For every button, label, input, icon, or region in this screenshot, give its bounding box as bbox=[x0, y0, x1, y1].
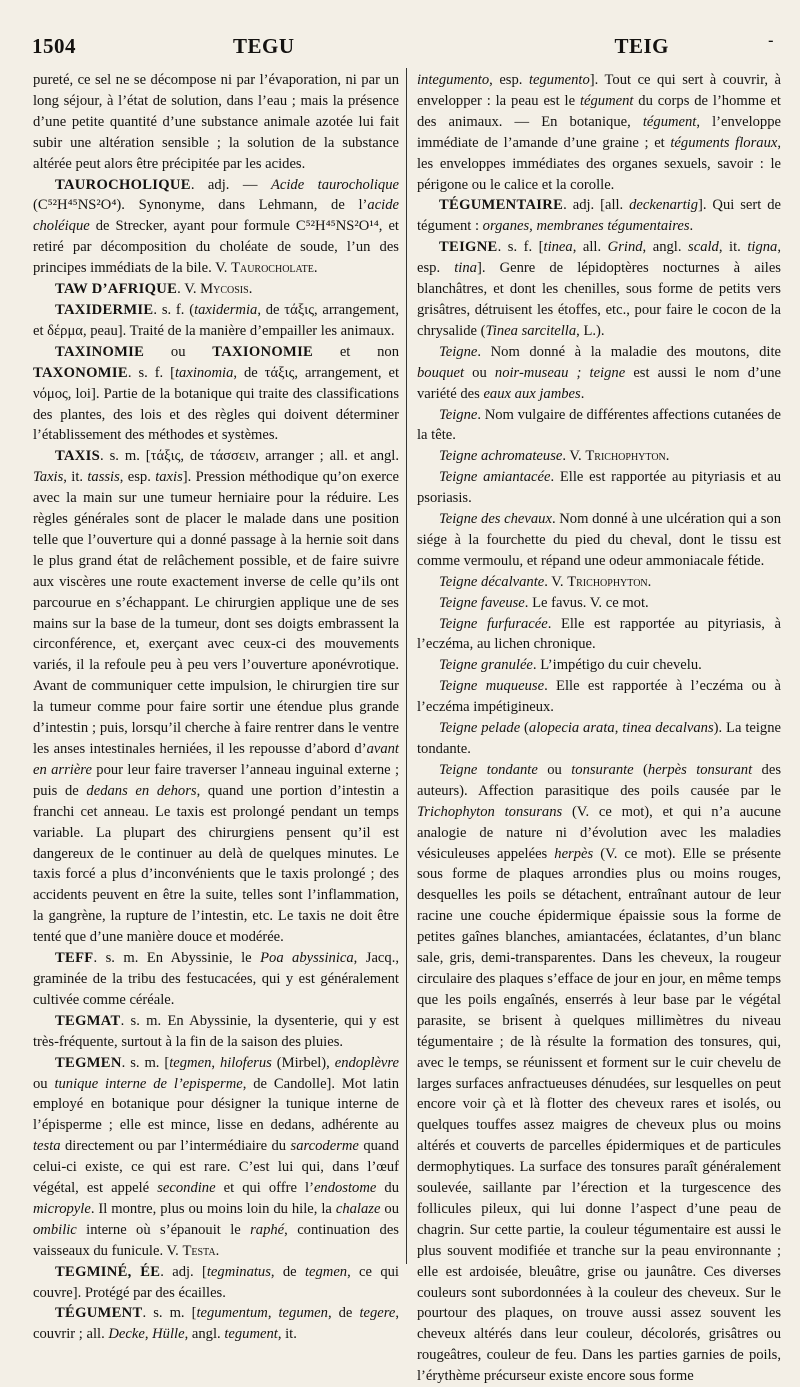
entry-text: . s. f. [ bbox=[497, 239, 544, 256]
entry-text: . Il montre, plus ou moins loin du hile, la bbox=[90, 1200, 336, 1217]
right-column bbox=[417, 70, 782, 1385]
italic-term: micropyle bbox=[33, 1200, 91, 1217]
italic-term: Taxis bbox=[33, 469, 64, 486]
entry-text: . Elle est rapportée au pityriasis, à l’eczéma, au lichen chronique. bbox=[417, 615, 781, 653]
entry-text: . V. bbox=[562, 448, 586, 465]
entry-text: , esp. bbox=[119, 469, 156, 486]
entry-headword: TAXINOMIE bbox=[55, 343, 145, 360]
entry-text: , bbox=[267, 1305, 279, 1322]
entry-headword: TÉGUMENT bbox=[55, 1305, 143, 1322]
italic-term: deckenartig bbox=[629, 197, 699, 214]
left-column bbox=[33, 70, 400, 1343]
italic-term: Teigne bbox=[439, 406, 478, 423]
dictionary-entry bbox=[33, 70, 399, 175]
dictionary-entry bbox=[33, 446, 399, 948]
dictionary-entry bbox=[33, 1303, 399, 1345]
dictionary-entry bbox=[417, 70, 781, 195]
entry-text: , it. bbox=[277, 1326, 297, 1343]
entry-text: , de bbox=[270, 1263, 305, 1280]
entry-text: , l’enveloppe immédiate de l’amande d’une graine ; et bbox=[417, 113, 781, 151]
italic-term: tegmen bbox=[169, 1054, 212, 1071]
dictionary-entry bbox=[33, 1011, 399, 1053]
entry-text: . V. bbox=[177, 281, 201, 298]
italic-term: tegumento bbox=[528, 72, 590, 88]
entry-text: , couvrir ; all. bbox=[33, 1305, 400, 1343]
italic-term: tegminatus bbox=[206, 1263, 271, 1280]
entry-text: ou bbox=[33, 1075, 55, 1092]
entry-text: , L.). bbox=[576, 322, 605, 339]
italic-term: tegumen bbox=[278, 1305, 328, 1322]
entry-text: , continuation des vaisseaux du funicule. V. bbox=[33, 1221, 399, 1259]
entry-headword: TAXIONOMIE bbox=[212, 343, 314, 360]
entry-text: (V. ce mot), et qui n’a aucune analogie de nature ni d’évolution avec les maladies vésiculeuses appelées bbox=[417, 803, 782, 862]
entry-text: . bbox=[647, 573, 652, 590]
entry-text: . Nom donné à la maladie des moutons, dite bbox=[477, 343, 781, 360]
entry-text: , angl. bbox=[184, 1326, 225, 1343]
entry-text: . V. bbox=[544, 573, 568, 590]
entry-text: , quand une portion d’intestin a franchi cet anneau. Le taxis est prolongé pendant un temps variable. La plupart des chirurgiens pensent qu’il est dangereux de le continuer au delà de quelques minutes. Le taxis forcé a plus d’inconvénients que le taxis prolongé ; des accidents peuvent en être la suite, telles sont l’inflammation, la gangrène, la rupture de l’intestin, etc. Le taxis ne doit être tenté que d’une manière douce et modérée. bbox=[33, 782, 399, 946]
entry-text: . adj. [ bbox=[160, 1263, 207, 1280]
italic-term: taxinomia bbox=[175, 364, 234, 381]
entry-text: . Elle est rapportée à l’eczéma ou à l’eczéma impétigineux. bbox=[417, 678, 782, 716]
dictionary-entry bbox=[417, 593, 781, 614]
cross-reference: Mycosis bbox=[200, 281, 249, 298]
entry-text: du bbox=[376, 1180, 399, 1197]
entry-headword: TEGMINÉ, ÉE bbox=[55, 1263, 161, 1280]
cross-reference: Testa bbox=[182, 1242, 216, 1259]
italic-term: Teigne faveuse bbox=[439, 594, 525, 611]
entry-text: . bbox=[215, 1242, 220, 1259]
italic-term: taxis bbox=[155, 469, 183, 486]
italic-term: téguments floraux bbox=[670, 134, 778, 151]
dictionary-entry bbox=[417, 760, 781, 1387]
entry-text: ou bbox=[380, 1200, 399, 1217]
entry-text: ( bbox=[633, 761, 648, 778]
entry-text: pureté, ce sel ne se décompose ni par l’évaporation, ni par un long séjour, à l’état de solution, dans l’eau ; mais la présence d’une petite quantité d’une substance animale azotée lui fait subir une altération sensible ; la solution de la substance altérée peut alors être précipitée par les acides. bbox=[33, 72, 399, 172]
italic-term: Teigne muqueuse bbox=[439, 678, 545, 695]
entry-text: . bbox=[665, 448, 670, 465]
italic-term: tonsurante bbox=[571, 761, 634, 778]
italic-term: Poa abyssinica bbox=[260, 950, 354, 967]
italic-term: raphé bbox=[250, 1221, 285, 1238]
entry-text: ). La teigne tondante. bbox=[417, 720, 781, 757]
entry-text: ]. Qui sert de tégument : bbox=[417, 197, 781, 235]
dictionary-entry bbox=[417, 718, 781, 760]
entry-text: ou bbox=[537, 761, 572, 778]
italic-term: Teigne amiantacée bbox=[439, 469, 551, 486]
italic-term: Teigne tondante bbox=[439, 761, 538, 778]
entry-text: , de τάξις, arrangement, et δέρμα, peau]. Traité de la manière d’empailler les animaux. bbox=[33, 301, 399, 339]
italic-term: tassis bbox=[87, 469, 120, 486]
dictionary-entry bbox=[417, 195, 781, 237]
page-number: 1504 bbox=[32, 34, 76, 58]
entry-text: . Nom vulgaire de différentes affections cutanées de la tête. bbox=[417, 406, 781, 444]
entry-text: . s. m. [ bbox=[121, 1054, 170, 1071]
italic-term: Teigne des chevaux bbox=[439, 511, 552, 528]
dictionary-entry bbox=[417, 676, 781, 718]
dictionary-entry bbox=[33, 175, 399, 280]
italic-term: organes, membranes tégumentaires bbox=[482, 218, 690, 235]
entry-text: (V. ce mot). Elle se présente sous forme de plaques arrondies plus ou moins rouges, desquelles les poils se détachent, entraînant autour de leur racine une couche épidermique épaissie sous la forme de petites gaînes blanches, amiantacées, éclatantes, d’un blanc sale, gris, demi-transparentes. Dans les cheveux, la rougeur circulaire des plaques s’efface de jour en jour, en même temps que les poils engaînés, enserrés à leur base par le végétal parasite, se brisent à quelques millimètres du niveau tégumentaire ; de là résulte la formation des tonsures, qui, avec le temps, se réunissent et forment sur le cuir chevelu de larges surfaces anfractueuses dénudées, sur lesquelles on peut encore voir çà et là flotter des cheveux rares et isolés, ou quelques touffes assez maigres de cheveux plus ou moins altérés et couverts de parcelles épidermiques et de particules dermophytiques. La surface des tonsures paraît généralement soulevée, saillante par l’érection et la turgescence des follicules pileux, qui lui donne l’aspect d’une peau de chagrin. Sur cette partie, la couleur tégumentaire est aussi le plus souvent modifiée et tranche sur la peau environnante ; elle est ardoisée, bleuâtre, grise ou jaunâtre. Ces diverses couleurs sont subordonnées à la couleur des cheveux. Sur le pourtour des plaques, on trouve aussi assez souvent les cheveux altérés dans leur couleur, décolorés, grisâtres ou rougeâtres, couleur de feu. Dans les parties garnies de poils, l’érythème précurseur existe encore sous forme bbox=[417, 845, 782, 1385]
italic-term: secondine bbox=[157, 1180, 216, 1197]
entry-text: directement ou par l’intermédiaire du bbox=[60, 1138, 291, 1155]
entry-text: . s. m. [ bbox=[142, 1305, 197, 1322]
dictionary-entry bbox=[417, 342, 781, 405]
italic-term: sarcoderme bbox=[290, 1138, 359, 1155]
cross-reference: Trichophyton bbox=[585, 448, 666, 465]
dictionary-entry bbox=[417, 467, 781, 509]
entry-text: . adj. [all. bbox=[563, 197, 630, 214]
entry-text: ]. Pression méthodique qu’on exerce avec la main sur une tumeur herniaire pour la réduire. Les règles générales sont de placer le malade dans une position telle que l’ouverture qui a donné passage à la hernie soit dans le plus grand état de relâchement possible, et de faire suivre aux viscères une route exactement inverse de celle qu’ils ont parcourue en s’échappant. Le chirurgien applique une de ses mains sur la base de la tumeur, dont ses doigts embrassent la circonférence, et, exerçant avec ceux-ci des mouvements variés, il la refoule peu à peu vers l’ouverture aponévrotique. Avant de communiquer cette impulsion, le chirurgien tire sur la tumeur comme pour faire sortir une étendue plus grande d’intestin ; puis, lorsqu’il cherche à faire rentrer dans le ventre les anses intestinales herniées, il les repousse d’abord d’ bbox=[33, 469, 400, 757]
italic-term: eaux aux jambes bbox=[483, 385, 581, 402]
entry-text: , angl. bbox=[642, 239, 689, 256]
dictionary-entry bbox=[33, 300, 399, 342]
entry-text: , Jacq., graminée de la tribu des festucacées, qui y est généralement cultivée comme céréale. bbox=[33, 950, 399, 1008]
dictionary-entry bbox=[33, 1053, 399, 1262]
italic-term: noir-museau ; teigne bbox=[494, 364, 626, 381]
italic-term: endostome bbox=[313, 1180, 377, 1197]
italic-term: Teigne achromateuse bbox=[439, 448, 563, 465]
italic-term: tinea decalvans bbox=[622, 720, 714, 737]
italic-term: Teigne pelade bbox=[439, 720, 521, 737]
entry-text: , bbox=[144, 1326, 153, 1343]
italic-term: tegere bbox=[359, 1305, 396, 1322]
dictionary-entry bbox=[417, 572, 781, 593]
italic-term: Tinea sarcitella bbox=[485, 322, 577, 339]
entry-text: ou bbox=[144, 343, 213, 360]
entry-text: , de Candolle]. Mot latin employé en botanique pour désigner la tunique interne de l’épisperme ; elle est mince, lisse en dedans, adhérente au bbox=[33, 1075, 399, 1134]
right-running-headword: TEIG bbox=[614, 34, 669, 58]
entry-text: quand celui-ci existe, ce qui est rare. C’est lui qui, dans l’œuf végétal, est appelé bbox=[33, 1138, 399, 1197]
italic-term: integumento bbox=[417, 72, 490, 88]
entry-text: . L’impétigo du cuir chevelu. bbox=[532, 657, 702, 674]
entry-text: interne où s’épanouit le bbox=[76, 1221, 251, 1238]
entry-text: . bbox=[580, 385, 585, 402]
entry-text: . Elle est rapportée au pityriasis et au psoriasis. bbox=[417, 469, 781, 507]
entry-headword: TEGMAT bbox=[55, 1012, 121, 1029]
italic-term: endoplèvre bbox=[334, 1054, 400, 1071]
entry-headword: TAW D’AFRIQUE bbox=[55, 281, 178, 298]
italic-term: bouquet bbox=[417, 364, 465, 381]
italic-term: scald bbox=[688, 239, 719, 256]
entry-text: . adj. — bbox=[190, 176, 271, 193]
entry-text: (Mirbel), bbox=[271, 1054, 335, 1071]
italic-term: avant en arrière bbox=[33, 741, 399, 778]
entry-text: du corps de l’homme et des animaux. — En botanique, bbox=[417, 92, 781, 130]
entry-text: . s. m. En Abyssinie, la dysenterie, qui y est très-fréquente, surtout à la fin de la saison des pluies. bbox=[33, 1012, 399, 1050]
entry-text: pour leur faire traverser l’anneau inguinal externe ; puis de bbox=[33, 761, 399, 799]
entry-headword: TÉGUMENTAIRE bbox=[439, 197, 564, 214]
entry-headword: TEFF bbox=[55, 950, 94, 967]
left-running-headword: TEGU bbox=[233, 34, 295, 58]
dictionary-entry bbox=[417, 237, 781, 342]
cross-reference: Taurocholate bbox=[231, 260, 314, 277]
dictionary-entry bbox=[417, 446, 781, 467]
italic-term: alopecia arata bbox=[528, 720, 615, 737]
dictionary-entry bbox=[33, 342, 399, 447]
entry-text: , bbox=[614, 720, 623, 737]
entry-text: . s. m. En Abyssinie, le bbox=[93, 950, 261, 967]
italic-term: Teigne granulée bbox=[439, 657, 533, 674]
italic-term: Grind bbox=[607, 239, 643, 256]
entry-text: , it. bbox=[63, 469, 88, 486]
cross-reference: Trichophyton bbox=[567, 573, 648, 590]
entry-text: . bbox=[248, 281, 253, 298]
entry-text: , de τάξις, arrangement, et νόμος, loi]. Partie de la botanique qui traite des classifications des plantes, des lois et des règles qui doivent déterminer l’établissement des méthodes et systèmes. bbox=[33, 364, 399, 444]
entry-text: , it. bbox=[718, 239, 748, 256]
entry-text: . bbox=[689, 218, 694, 235]
entry-text: , ce qui couvre]. Protégé par des écailles. bbox=[33, 1263, 399, 1301]
italic-term: herpès tonsurant bbox=[647, 761, 753, 778]
italic-term: Teigne furfuracée bbox=[439, 615, 548, 632]
italic-term: ombilic bbox=[33, 1221, 77, 1238]
entry-text: , les enveloppes immédiates des organes sexuels, savoir : le périgone ou le calice et la corolle. bbox=[417, 134, 781, 193]
entry-headword: TEIGNE bbox=[439, 239, 498, 256]
entry-text: . bbox=[313, 260, 318, 277]
italic-term: acide choléique bbox=[33, 197, 399, 235]
entry-text: . s. f. [ bbox=[127, 364, 175, 381]
entry-text: et non bbox=[313, 343, 399, 360]
italic-term: Acide taurocholique bbox=[270, 176, 399, 193]
dictionary-entry bbox=[417, 614, 781, 656]
entry-headword: TAUROCHOLIQUE bbox=[55, 176, 191, 193]
entry-text: . s. m. [τάξις, de τάσσειν, arranger ; all. et angl. bbox=[100, 448, 399, 465]
italic-term: tinea bbox=[543, 239, 573, 256]
italic-term: Teigne bbox=[439, 343, 478, 360]
italic-term: Teigne décalvante bbox=[439, 573, 545, 590]
entry-text: et qui offre l’ bbox=[215, 1180, 314, 1197]
italic-term: taxidermia bbox=[194, 301, 258, 318]
italic-term: herpès bbox=[554, 845, 594, 862]
entry-headword: TAXIS bbox=[55, 448, 101, 465]
italic-term: hiloferus bbox=[219, 1054, 272, 1071]
italic-term: tegument bbox=[224, 1326, 278, 1343]
entry-text: , all. bbox=[572, 239, 608, 256]
entry-text: . s. f. ( bbox=[153, 301, 195, 318]
italic-term: Decke bbox=[108, 1326, 145, 1343]
entry-headword: TAXONOMIE bbox=[33, 364, 128, 381]
italic-term: Hülle bbox=[152, 1326, 185, 1343]
italic-term: tegumentum bbox=[196, 1305, 268, 1322]
italic-term: Trichophyton tonsurans bbox=[417, 803, 563, 820]
dictionary-entry bbox=[417, 405, 781, 447]
entry-text: . Nom donné à une ulcération qui a son siége à la fourchette du pied du cheval, dont le tissu est comme vermoulu, et répand une odeur ammoniacale fétide. bbox=[417, 511, 781, 569]
italic-term: tigna bbox=[747, 239, 778, 256]
italic-term: dedans en dehors bbox=[86, 782, 197, 799]
entry-text: des auteurs). Affection parasitique des poils causée par le bbox=[417, 761, 781, 799]
entry-text: ]. Genre de lépidoptères nocturnes à ailes blanchâtres, et dont les chenilles, sous forme de petits vers grisâtres, détruisent les étoffes, etc., pour faire le cocon de la chrysalide ( bbox=[417, 260, 781, 339]
italic-term: tina bbox=[454, 260, 477, 277]
entry-text: ou bbox=[464, 364, 495, 381]
entry-text: est aussi le nom d’une variété des bbox=[417, 364, 781, 402]
entry-headword: TAXIDERMIE bbox=[55, 301, 154, 318]
entry-text: , esp. bbox=[489, 72, 529, 88]
italic-term: tégument bbox=[579, 92, 634, 109]
dictionary-entry bbox=[33, 948, 399, 1011]
entry-text: . Le favus. V. ce mot. bbox=[524, 594, 649, 611]
entry-text: de Strecker, ayant pour formule C⁵²H⁴⁵NS²O¹⁴, et retiré par décomposition du choléate de soude, l’un des principes immédiats de la bile. V. bbox=[33, 218, 399, 277]
italic-term: tunique interne de l’episperme bbox=[54, 1075, 243, 1092]
column-divider bbox=[406, 68, 407, 1264]
entry-text: (C⁵²H⁴⁵NS²O⁴). Synonyme, dans Lehmann, de l’ bbox=[33, 197, 368, 214]
dictionary-entry bbox=[417, 655, 781, 676]
italic-term: tégument bbox=[642, 113, 697, 130]
italic-term: chalaze bbox=[335, 1200, 381, 1217]
entry-text: , esp. bbox=[417, 239, 781, 277]
dictionary-entry bbox=[417, 509, 781, 572]
entry-text: ]. Tout ce qui sert à couvrir, à envelopper : la peau est le bbox=[417, 72, 781, 109]
entry-text: , bbox=[211, 1054, 220, 1071]
italic-term: testa bbox=[33, 1138, 61, 1155]
margin-mark: - bbox=[768, 32, 774, 49]
entry-text: ( bbox=[520, 720, 529, 737]
entry-text: , de bbox=[327, 1305, 360, 1322]
dictionary-entry bbox=[33, 1262, 399, 1304]
entry-headword: TEGMEN bbox=[55, 1054, 122, 1071]
running-header bbox=[30, 32, 774, 62]
italic-term: tegmen bbox=[304, 1263, 348, 1280]
dictionary-entry bbox=[33, 279, 399, 300]
